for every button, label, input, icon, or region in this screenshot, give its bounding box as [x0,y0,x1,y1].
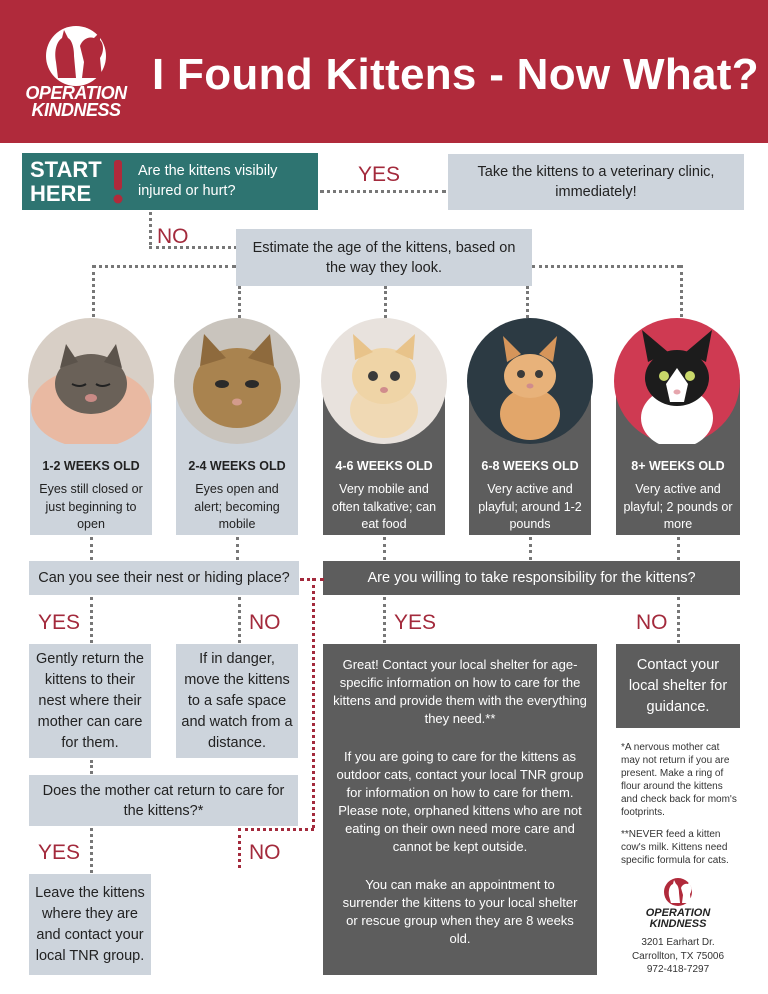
footnote-mother-cat: *A nervous mother cat may not return if you are present. Make a ring of flour around the kittens and check back for mom's footprints. [621,742,737,818]
return-nest-box: Gently return the kittens to their nest where their mother can care for them. [29,644,151,758]
label-no-injured: NO [157,225,189,248]
connector-red-vert [312,578,315,828]
footer-logo-icon [658,876,698,906]
footnote-milk: **NEVER feed a kitten cow's milk. Kittens need specific formula for cats. [621,829,729,866]
label-no-nest: NO [249,611,281,634]
label-yes-mother: YES [38,841,81,864]
age-weeks: 6-8 WEEKS OLD [481,459,579,473]
logo-animals-icon [30,22,122,86]
label-no-mother: NO [249,841,281,864]
estimate-age-box: Estimate the age of the kittens, based on the way they look. [236,229,532,286]
footer-logo-text [628,908,728,930]
kitten-photo-2-4 [174,318,300,444]
age-weeks: 8+ WEEKS OLD [631,459,725,473]
page-title: I Found Kittens - Now What? [152,50,759,99]
connector-yes-nest [90,597,93,643]
connector-age5 [680,265,683,317]
age-desc: Very active and playful; 2 pounds or more [623,482,733,531]
start-badge-line1: START [30,157,102,182]
connector-yes-vet [320,190,446,193]
age-desc: Eyes still closed or just beginning to open [39,482,143,531]
kitten-photo-1-2 [28,318,154,444]
connector-age1 [92,265,95,317]
footer-address [618,936,738,977]
connector-age4 [526,286,529,318]
connector-branch-right [532,265,680,268]
connector-no-nest [238,597,241,643]
footer-phone: 972-418-7297 [646,964,710,975]
if-danger-box: If in danger, move the kittens to a safe space and watch from a distance. [176,644,298,758]
connector-no-down [149,212,152,245]
connector-card4 [529,537,532,560]
kitten-photo-6-8 [467,318,593,444]
mother-question-box: Does the mother cat return to care for the kittens?* [29,775,298,826]
age-weeks: 4-6 WEEKS OLD [335,459,433,473]
connector-branch-left [92,265,236,268]
age-desc: Very mobile and often talkative; can eat food [331,482,437,531]
connector-age3 [384,286,387,318]
connector-no-responsibility [677,597,680,643]
vet-clinic-box: Take the kittens to a veterinary clinic, immediately! [448,154,744,210]
age-desc: Eyes open and alert; becoming mobile [194,482,280,531]
great-box-paragraph1: Great! Contact your local shelter for age-specific information on how to care for the kittens and provide them with the everything they need.** [333,657,587,726]
footer-address-line2: Carrollton, TX 75006 [631,950,725,962]
footer-address-line1: 3201 Earhart Dr. [641,937,715,948]
footer-logo-kindness: KINDNESS [649,918,707,930]
age-desc: Very active and playful; around 1-2 pounds [478,482,582,531]
label-yes-injured: YES [358,163,401,186]
label-yes-responsibility: YES [394,611,437,634]
connector-age2 [238,286,241,318]
age-weeks: 2-4 WEEKS OLD [188,459,286,473]
logo-kindness: KINDNESS [31,100,121,120]
connector-no-mother [238,828,241,868]
connector-no-mother-horiz [238,828,314,831]
connector-card3 [383,537,386,560]
leave-kittens-box: Leave the kittens where they are and contact your local TNR group. [29,874,151,975]
logo-operation: OPERATION [25,83,127,103]
responsibility-question-box: Are you willing to take responsibility for the kittens? [323,561,740,595]
label-no-responsibility: NO [636,611,668,634]
nest-question-box: Can you see their nest or hiding place? [29,561,299,595]
exclamation-icon [110,158,126,206]
contact-shelter-box: Contact your local shelter for guidance. [616,644,740,728]
footer-logo-operation: OPERATION [645,907,711,919]
start-badge-line2: HERE [30,181,92,206]
great-box-paragraph3: You can make an appointment to surrender the kittens to your local shelter or rescue group when they are 8 weeks old. [342,877,578,946]
connector-card5 [677,537,680,560]
kitten-photo-4-6 [321,318,447,444]
start-badge [30,158,102,206]
age-weeks: 1-2 WEEKS OLD [42,459,140,473]
connector-yes-responsibility [383,597,386,643]
great-box-paragraph2: If you are going to care for the kittens as outdoor cats, contact your local TNR group for information on how to care for them. Please note, orphaned kittens who are not eating on their own need more care and cannot be kept outside. [336,749,584,854]
label-yes-nest: YES [38,611,81,634]
connector-card2 [236,537,239,560]
connector-card1 [90,537,93,560]
connector-yes-mother [90,828,93,873]
great-box [323,644,597,975]
kitten-photo-8plus [614,318,740,444]
start-question: Are the kittens visibily injured or hurt? [138,163,278,199]
connector-nest-to-mother [90,760,93,774]
